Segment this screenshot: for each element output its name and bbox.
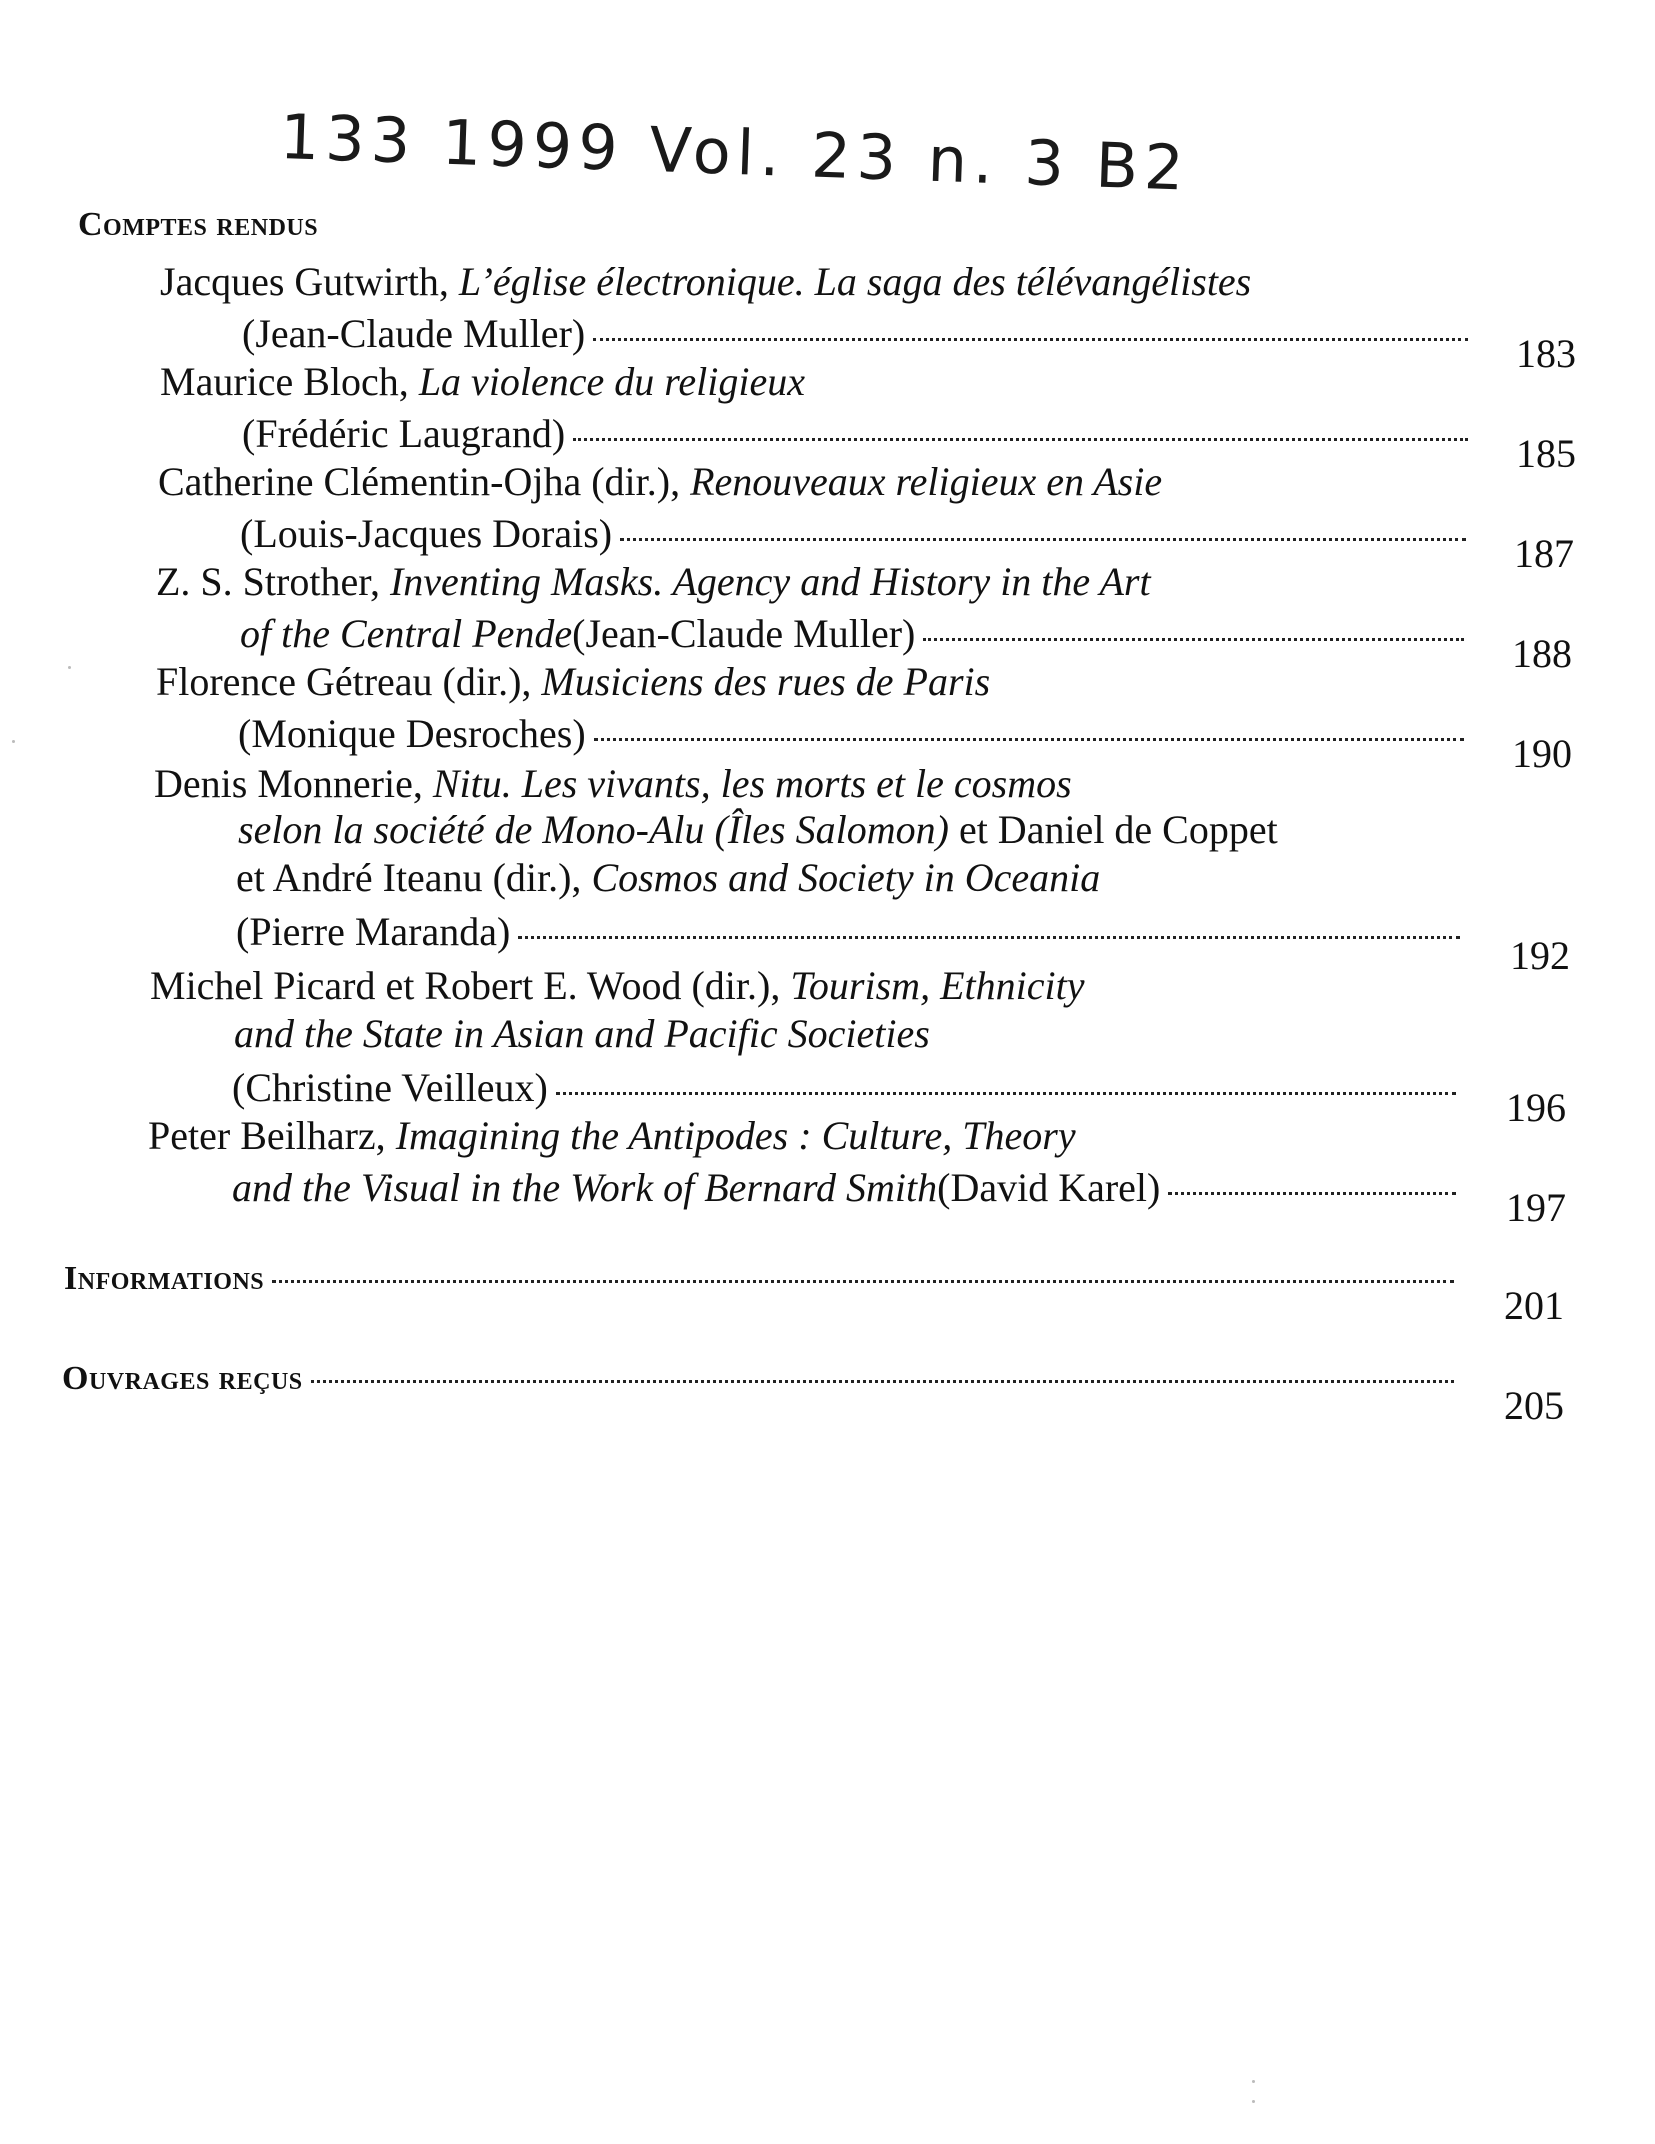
section-heading-informations: Informations	[64, 1260, 265, 1297]
entry-author: Z. S. Strother,	[156, 559, 390, 604]
entry-7-page: 196	[1506, 1085, 1566, 1130]
scan-speck	[68, 666, 71, 669]
entry-title: L’église électronique. La saga des télévangélistes	[458, 259, 1252, 304]
section-heading-ouvrages-recus: Ouvrages reçus	[62, 1360, 303, 1397]
section-ouvrages-recus-row	[62, 1360, 1462, 1398]
entry-author: Jacques Gutwirth,	[160, 259, 459, 304]
scan-speck	[12, 740, 15, 743]
entry-title: Musiciens des rues de Paris	[541, 659, 991, 704]
entry-1-page: 183	[1516, 331, 1576, 376]
entry-8-line-1	[148, 1113, 1076, 1158]
entry-8-page: 197	[1506, 1185, 1566, 1230]
section-heading-comptes-rendus: Comptes rendus	[78, 206, 319, 243]
dot-leader	[593, 338, 1468, 341]
dot-leader	[311, 1380, 1454, 1383]
entry-3-page: 187	[1514, 531, 1574, 576]
entry-coauthor: et Daniel de Coppet	[948, 807, 1278, 852]
entry-title: Nitu. Les vivants, les morts et le cosmos	[432, 761, 1072, 806]
entry-title: La violence du religieux	[418, 359, 805, 404]
dot-leader	[923, 638, 1464, 641]
entry-6-line-2	[238, 807, 1278, 852]
entry-2-line-1	[160, 359, 805, 404]
dot-leader	[620, 538, 1466, 541]
entry-title-continued: and the Visual in the Work of Bernard Smith	[232, 1165, 938, 1210]
entry-reviewer: (Frédéric Laugrand)	[242, 411, 566, 456]
scan-speck	[1252, 2100, 1255, 2103]
entry-second-title: Cosmos and Society in Oceania	[591, 855, 1101, 900]
entry-7-line-1	[150, 963, 1085, 1008]
entry-reviewer: (Pierre Maranda)	[236, 909, 511, 954]
entry-2-page: 185	[1516, 431, 1576, 476]
entry-reviewer: (David Karel)	[937, 1165, 1161, 1210]
entry-7-line-3	[232, 1064, 1464, 1111]
entry-2-line-2	[242, 410, 1476, 457]
dot-leader	[1168, 1192, 1456, 1195]
dot-leader	[518, 936, 1460, 939]
entry-6-line-1	[154, 761, 1072, 806]
scan-speck	[1252, 2080, 1255, 2083]
entry-1-line-1	[160, 259, 1252, 304]
entry-6-page: 192	[1510, 933, 1570, 978]
entry-1-line-2	[242, 310, 1476, 357]
entry-title-continued: of the Central Pende	[240, 611, 573, 656]
entry-reviewer: (Christine Veilleux)	[232, 1065, 548, 1110]
section-informations-row	[64, 1260, 1462, 1298]
entry-5-page: 190	[1512, 731, 1572, 776]
entry-reviewer: (Louis-Jacques Dorais)	[240, 511, 613, 556]
entry-reviewer: (Jean-Claude Muller)	[242, 311, 586, 356]
entry-reviewer: (Monique Desroches)	[238, 711, 586, 756]
entry-author: Denis Monnerie,	[154, 761, 433, 806]
dot-leader	[573, 438, 1468, 441]
entry-4-page: 188	[1512, 631, 1572, 676]
entry-4-line-2	[240, 610, 1472, 657]
entry-7-line-2	[234, 1011, 930, 1056]
entry-author: Maurice Bloch,	[160, 359, 419, 404]
entry-6-line-4	[236, 908, 1468, 955]
entry-author: Michel Picard et Robert E. Wood (dir.),	[150, 963, 791, 1008]
entry-title-continued: selon la société de Mono-Alu (Îles Salomon)	[238, 807, 949, 852]
entry-title: Inventing Masks. Agency and History in the Art	[389, 559, 1151, 604]
entry-title: Tourism, Ethnicity	[790, 963, 1085, 1008]
informations-page: 201	[1504, 1283, 1564, 1328]
entry-6-line-3	[236, 855, 1101, 900]
entry-author: Florence Gétreau (dir.),	[156, 659, 542, 704]
entry-4-line-1	[156, 559, 1151, 604]
ouvrages-recus-page: 205	[1504, 1383, 1564, 1428]
entry-author: Catherine Clémentin-Ojha (dir.),	[158, 459, 691, 504]
entry-author: Peter Beilharz,	[148, 1113, 396, 1158]
entry-3-line-2	[240, 510, 1474, 557]
entry-3-line-1	[158, 459, 1163, 504]
entry-title-continued: and the State in Asian and Pacific Societies	[234, 1011, 930, 1056]
entry-reviewer: (Jean-Claude Muller)	[572, 611, 916, 656]
entry-5-line-2	[238, 710, 1472, 757]
handwritten-note: 133 1999 Vol. 23 n. 3 B2	[278, 100, 1191, 205]
entry-title: Renouveaux religieux en Asie	[690, 459, 1163, 504]
entry-title: Imagining the Antipodes : Culture, Theory	[395, 1113, 1076, 1158]
dot-leader	[272, 1280, 1454, 1283]
dot-leader	[556, 1092, 1456, 1095]
entry-coauthor-continued: et André Iteanu (dir.),	[236, 855, 592, 900]
entry-8-line-2	[232, 1164, 1464, 1211]
entry-5-line-1	[156, 659, 991, 704]
dot-leader	[594, 738, 1464, 741]
